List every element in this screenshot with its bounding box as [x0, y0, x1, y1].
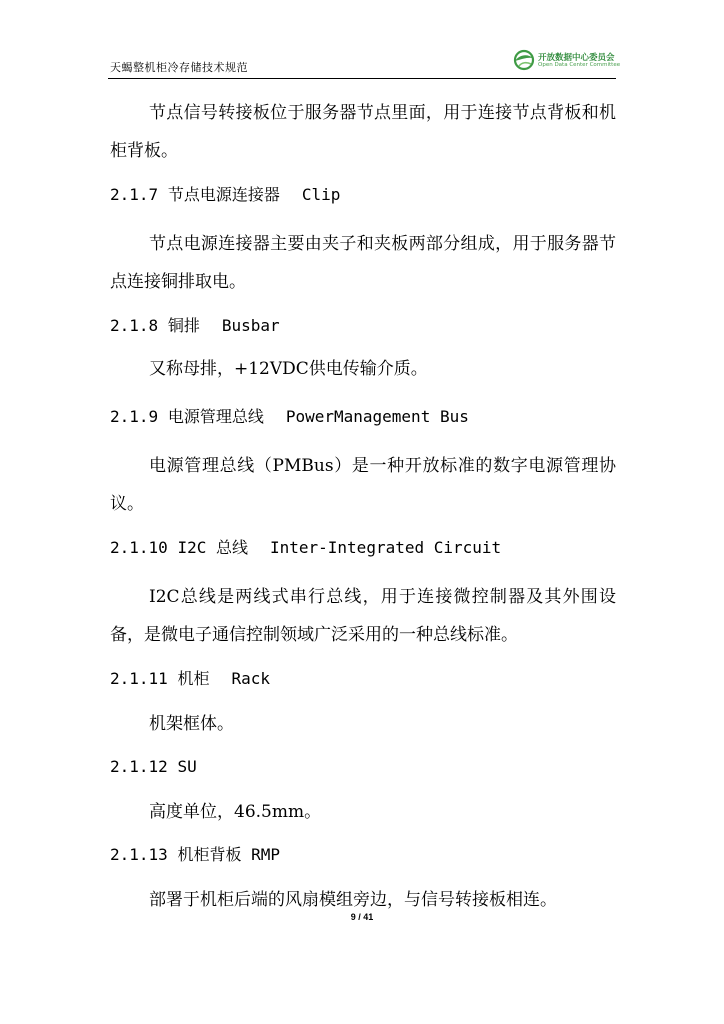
section-body-2-1-13: 部署于机柜后端的风扇模组旁边，与信号转接板相连。 [149, 890, 557, 910]
section-title-cn: 铜排 [167, 316, 200, 335]
section-title-cn: SU [177, 757, 197, 776]
page-header [108, 44, 621, 79]
section-heading-2-1-12 [110, 757, 616, 777]
section-number: 2.1.10 [110, 538, 168, 557]
section-heading-2-1-8 [110, 316, 616, 336]
section-heading-2-1-10 [110, 538, 616, 558]
section-body-2-1-8: 又称母排，+12VDC供电传输介质。 [149, 359, 428, 379]
section-number: 2.1.8 [110, 316, 159, 335]
section-title-en: Clip [301, 185, 341, 204]
page-number: 9 / 41 [350, 912, 374, 922]
globe-leaf-icon [512, 48, 536, 72]
section-body-2-1-9: 电源管理总线（PMBus）是一种开放标准的数字电源管理协议。 [110, 456, 616, 514]
document-title: 天蝎整机柜冷存储技术规范 [110, 61, 248, 74]
section-number: 2.1.9 [110, 407, 159, 426]
logo-text-en: Open Data Center Committee [538, 62, 621, 68]
section-title-cn: 机柜背板 [177, 845, 242, 864]
section-title-cn: 电源管理总线 [167, 407, 264, 426]
section-title-en: Inter-Integrated Circuit [269, 538, 502, 557]
section-body-2-1-10: I2C总线是两线式串行总线，用于连接微控制器及其外围设备，是微电子通信控制领域广泛采用的一种总线标准。 [110, 587, 616, 645]
section-heading-2-1-7 [110, 185, 616, 205]
section-heading-2-1-13 [110, 845, 616, 865]
section-number: 2.1.7 [110, 185, 159, 204]
odcc-logo [512, 48, 621, 74]
section-heading-2-1-11 [110, 669, 616, 689]
logo-text-cn: 开放数据中心委员会 [538, 53, 615, 63]
section-number: 2.1.11 [110, 669, 168, 688]
section-title-cn: I2C 总线 [177, 538, 248, 557]
section-title-en: PowerManagement Bus [285, 407, 469, 426]
section-body-2-1-7: 节点电源连接器主要由夹子和夹板两部分组成，用于服务器节点连接铜排取电。 [110, 234, 616, 292]
section-number: 2.1.13 [110, 845, 168, 864]
section-title-en: RMP [251, 845, 280, 864]
section-body-2-1-11: 机架框体。 [149, 714, 234, 734]
section-body-2-1-12: 高度单位，46.5mm。 [149, 802, 322, 822]
document-body [110, 94, 616, 919]
section-number: 2.1.12 [110, 757, 168, 776]
section-title-cn: 机柜 [177, 669, 210, 688]
section-title-en: Busbar [221, 316, 280, 335]
section-title-cn: 节点电源连接器 [167, 185, 280, 204]
intro-paragraph: 节点信号转接板位于服务器节点里面，用于连接节点背板和机柜背板。 [110, 103, 616, 161]
section-heading-2-1-9 [110, 407, 616, 427]
section-title-en: Rack [231, 669, 270, 688]
